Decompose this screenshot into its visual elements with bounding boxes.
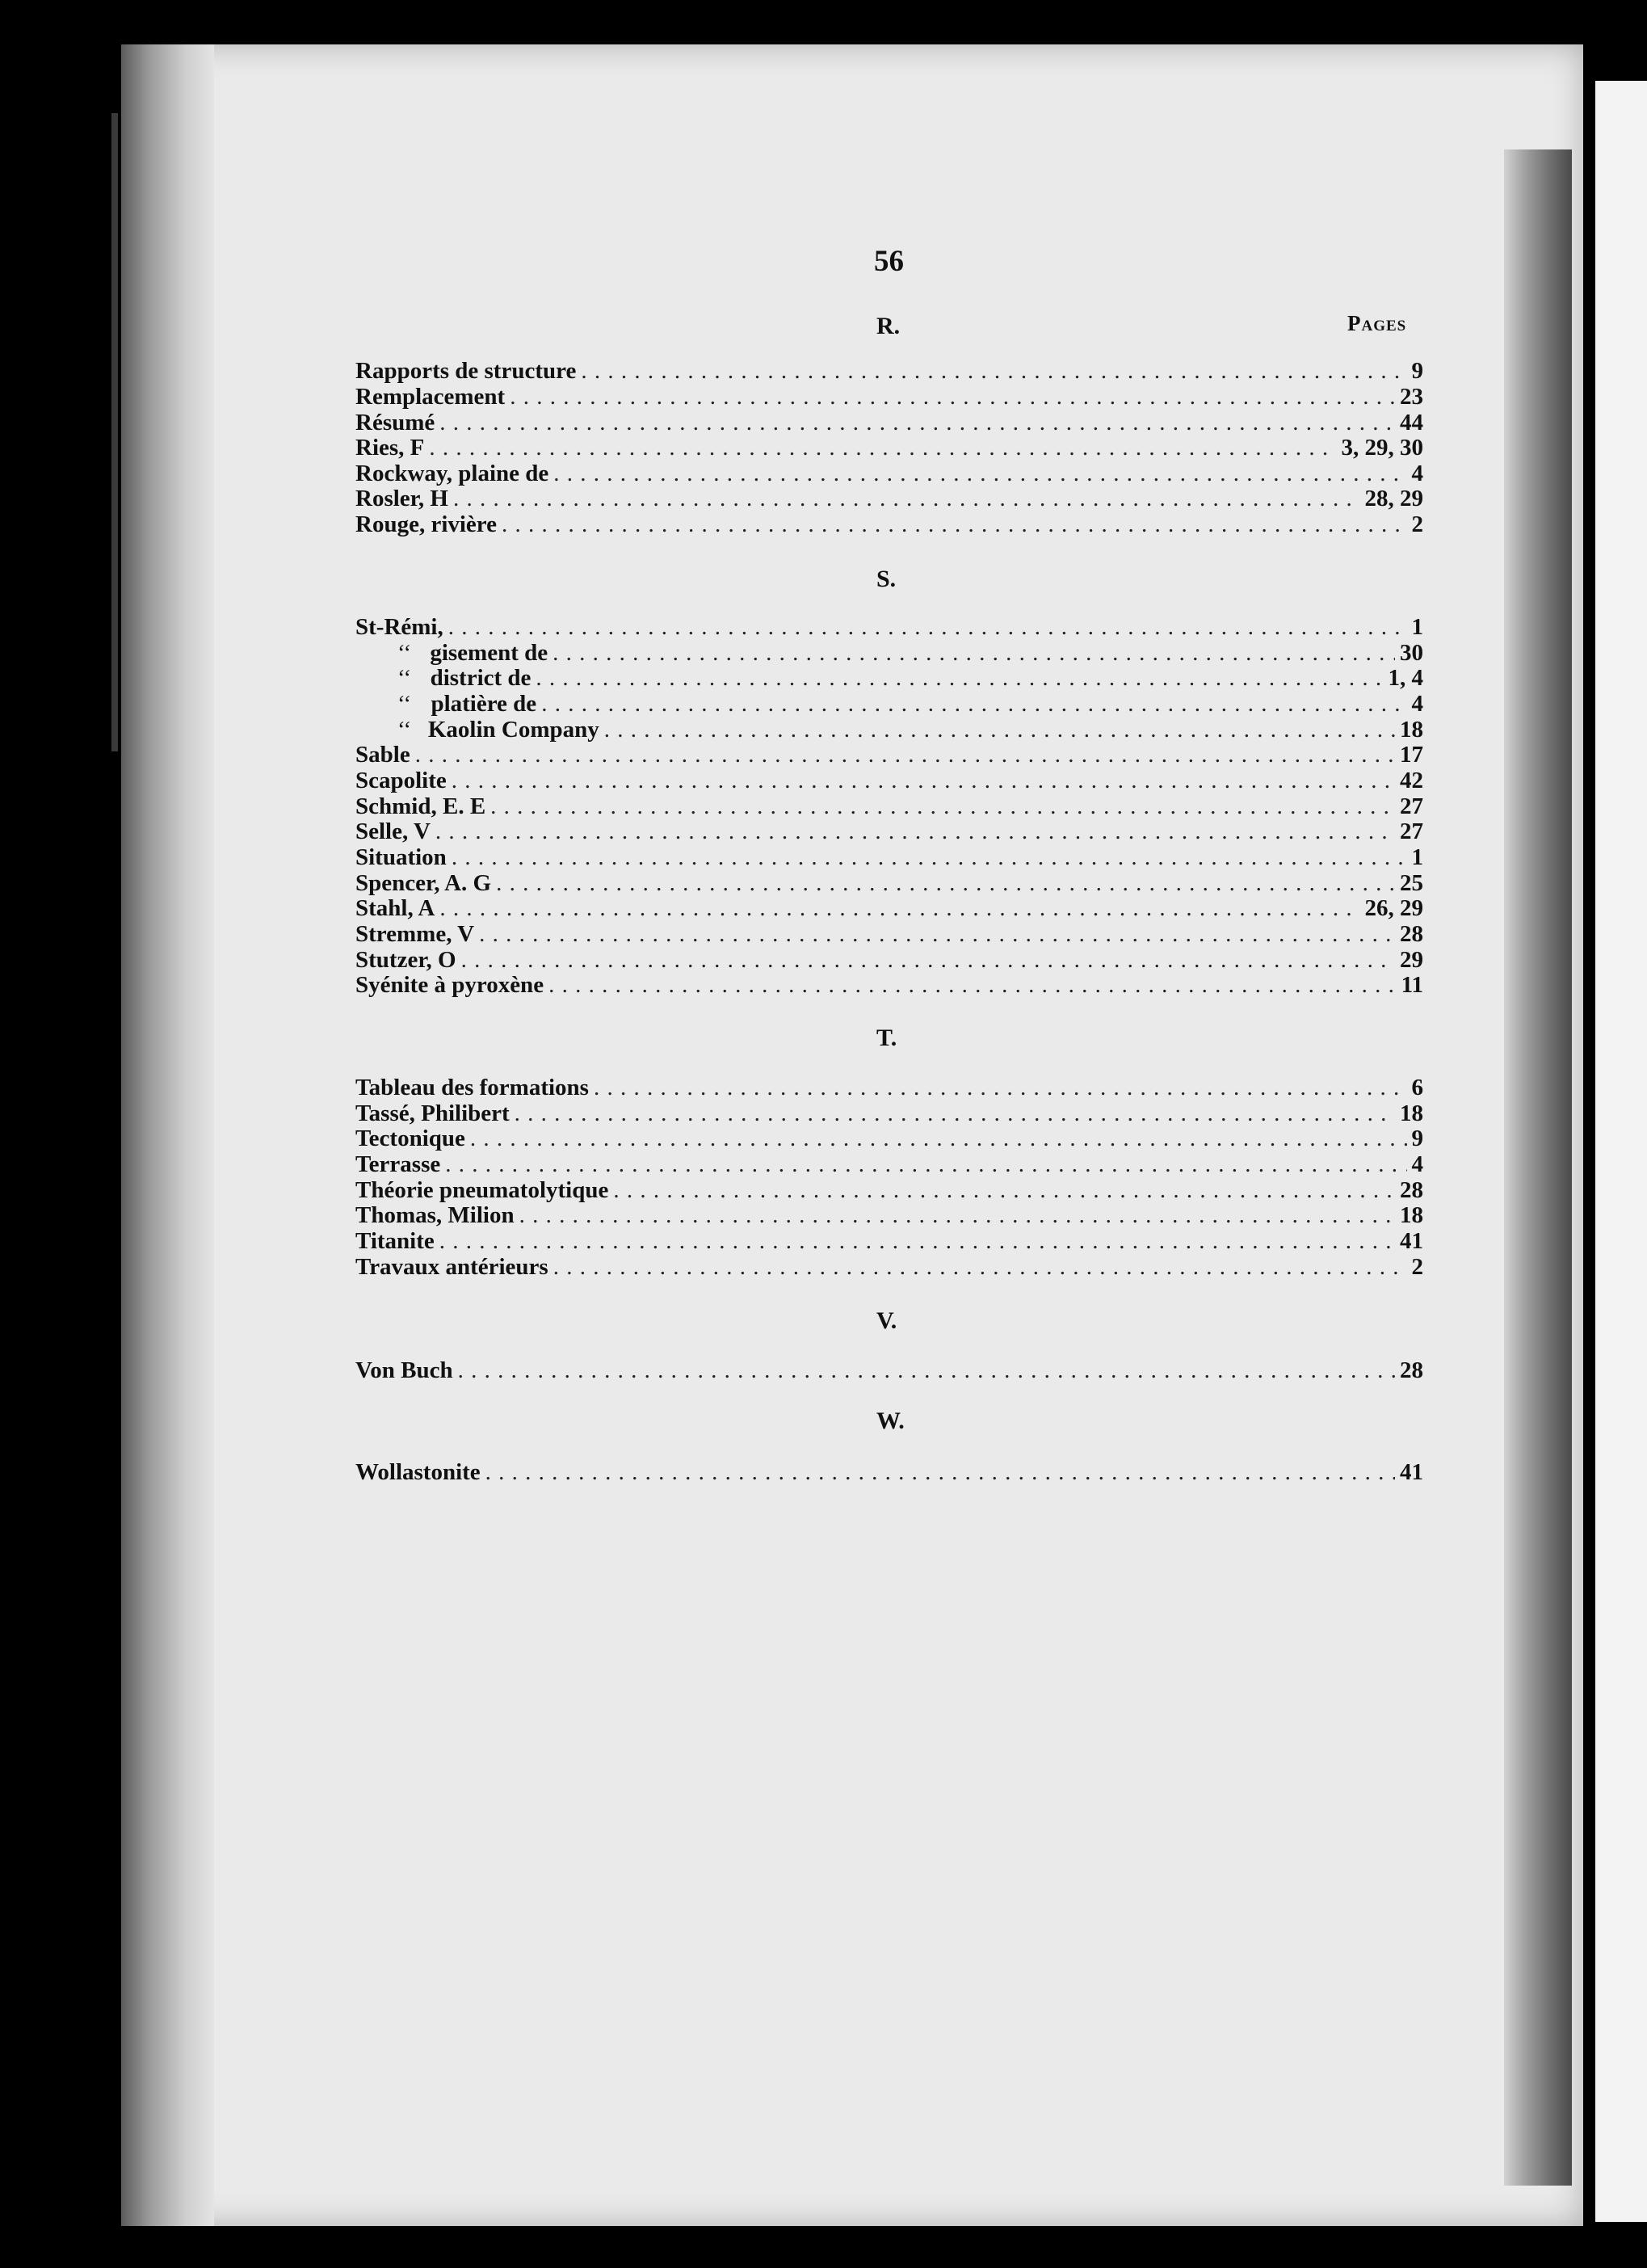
entry-pages: 1, 4 (1388, 665, 1423, 691)
entry-term: Tectonique (355, 1126, 465, 1151)
leader-dots (502, 511, 1406, 537)
entry-pages: 41 (1400, 1459, 1423, 1485)
index-entry (355, 1357, 1423, 1383)
entry-term: Terrasse (355, 1151, 441, 1177)
leader-dots (439, 410, 1395, 436)
index-entry (355, 1100, 1423, 1126)
entry-term: Stremme, V (355, 921, 475, 947)
entry-pages: 9 (1411, 358, 1423, 384)
entry-term: Stahl, A (355, 895, 435, 921)
entry-pages: 3, 29, 30 (1341, 435, 1423, 461)
leader-dots (470, 1126, 1407, 1151)
section-heading-w: W. (876, 1408, 905, 1434)
leader-dots (604, 717, 1395, 743)
leader-dots (445, 1151, 1406, 1177)
entry-term: Titanite (355, 1228, 435, 1254)
entry-pages: 27 (1400, 793, 1423, 819)
entry-term: gisement de (430, 640, 548, 666)
ditto-mark: ‘‘ (397, 717, 412, 743)
index-entry (355, 768, 1423, 793)
entry-pages: 18 (1400, 717, 1423, 743)
ditto-mark: ‘‘ (397, 665, 412, 691)
leader-dots (581, 358, 1406, 384)
index-entry (355, 410, 1423, 436)
index-entry (355, 1202, 1423, 1228)
entry-pages: 11 (1401, 972, 1423, 998)
leader-dots (429, 435, 1336, 461)
entry-term: Thomas, Milion (355, 1202, 515, 1228)
leader-dots (515, 1100, 1395, 1126)
ditto-mark: ‘‘ (397, 691, 412, 717)
leader-dots (435, 818, 1395, 844)
entry-pages: 41 (1400, 1228, 1423, 1254)
section-heading-t: T. (876, 1025, 897, 1051)
leader-dots (479, 921, 1395, 947)
entry-pages: 28 (1400, 1357, 1423, 1383)
entry-term: Rosler, H (355, 486, 448, 511)
index-entry (355, 1177, 1423, 1203)
index-entry (355, 742, 1423, 768)
index-entry (355, 1126, 1423, 1151)
entry-pages: 30 (1400, 640, 1423, 666)
entry-term: Tassé, Philibert (355, 1100, 510, 1126)
ditto-mark: ‘‘ (397, 640, 412, 666)
index-entry (355, 511, 1423, 537)
index-entry (355, 1459, 1423, 1485)
entry-pages: 4 (1411, 461, 1423, 486)
index-entry (355, 972, 1423, 998)
index-entry (355, 1254, 1423, 1280)
section-heading-v: V. (876, 1307, 897, 1334)
leader-dots (448, 614, 1407, 640)
leader-dots (510, 384, 1395, 410)
leader-dots (536, 665, 1383, 691)
index-entry (355, 921, 1423, 947)
entry-term: Von Buch (355, 1357, 453, 1383)
leader-dots (548, 972, 1397, 998)
section-heading-r: R. (876, 313, 901, 339)
entry-pages: 2 (1411, 511, 1423, 537)
leader-dots (415, 742, 1395, 768)
entry-term: platière de (431, 691, 537, 717)
index-subentry (355, 691, 1423, 717)
entry-term: Syénite à pyroxène (355, 972, 544, 998)
entry-pages: 1 (1411, 844, 1423, 870)
index-entry (355, 947, 1423, 973)
entry-pages: 18 (1400, 1202, 1423, 1228)
index-entry (355, 1228, 1423, 1254)
leader-dots (519, 1202, 1395, 1228)
entry-term: Rapports de structure (355, 358, 577, 384)
index-entry (355, 870, 1423, 896)
leader-dots (553, 1254, 1407, 1280)
index-entry (355, 1075, 1423, 1100)
index-entry (355, 486, 1423, 511)
index-entry (355, 384, 1423, 410)
index-entry (355, 358, 1423, 384)
entry-pages: 4 (1411, 691, 1423, 717)
leader-dots (594, 1075, 1407, 1100)
entry-term: Kaolin Company (427, 717, 599, 743)
leader-dots (458, 1357, 1395, 1383)
leader-dots (452, 768, 1395, 793)
entry-term: St-Rémi, (355, 614, 443, 640)
entry-term: Tableau des formations (355, 1075, 589, 1100)
entry-pages: 18 (1400, 1100, 1423, 1126)
entry-term: Travaux antérieurs (355, 1254, 548, 1280)
index-subentry (355, 640, 1423, 666)
index-entry (355, 793, 1423, 819)
index-subentry (355, 717, 1423, 743)
entry-term: Scapolite (355, 768, 447, 793)
entry-term: Rockway, plaine de (355, 461, 549, 486)
leader-dots (541, 691, 1406, 717)
entry-pages: 1 (1411, 614, 1423, 640)
leader-dots (452, 844, 1407, 870)
index-entry (355, 1151, 1423, 1177)
leader-dots (453, 486, 1360, 511)
entry-term: Rouge, rivière (355, 511, 498, 537)
index-entry (355, 614, 1423, 640)
leader-dots (461, 947, 1395, 973)
entry-pages: 26, 29 (1364, 895, 1423, 921)
entry-pages: 23 (1400, 384, 1423, 410)
index-entry (355, 818, 1423, 844)
index-entry (355, 435, 1423, 461)
leader-dots (485, 1459, 1395, 1485)
pages-column-header: Pages (1347, 311, 1407, 335)
entry-pages: 4 (1411, 1151, 1423, 1177)
page-number: 56 (874, 245, 904, 278)
entry-pages: 29 (1400, 947, 1423, 973)
leader-dots (553, 461, 1406, 486)
entry-term: Sable (355, 742, 410, 768)
leader-dots (496, 870, 1395, 896)
entry-term: Remplacement (355, 384, 506, 410)
entry-term: Théorie pneumatolytique (355, 1177, 609, 1203)
entry-term: Spencer, A. G (355, 870, 492, 896)
entry-term: Situation (355, 844, 447, 870)
entry-term: Schmid, E. E (355, 793, 486, 819)
entry-pages: 17 (1400, 742, 1423, 768)
entry-pages: 44 (1400, 410, 1423, 436)
index-entry (355, 895, 1423, 921)
leader-dots (439, 895, 1359, 921)
entry-pages: 2 (1411, 1254, 1423, 1280)
entry-pages: 28 (1400, 1177, 1423, 1203)
entry-term: Résumé (355, 410, 435, 436)
entry-term: Selle, V (355, 818, 431, 844)
entry-pages: 28, 29 (1364, 486, 1423, 511)
index-entry (355, 461, 1423, 486)
index-subentry (355, 665, 1423, 691)
entry-pages: 6 (1411, 1075, 1423, 1100)
entry-term: Wollastonite (355, 1459, 481, 1485)
entry-term: Ries, F (355, 435, 425, 461)
entry-pages: 28 (1400, 921, 1423, 947)
leader-dots (553, 640, 1395, 666)
leader-dots (613, 1177, 1395, 1203)
entry-pages: 27 (1400, 818, 1423, 844)
leader-dots (439, 1228, 1395, 1254)
index-entry (355, 844, 1423, 870)
leader-dots (490, 793, 1395, 819)
entry-term: Stutzer, O (355, 947, 456, 973)
entry-pages: 9 (1411, 1126, 1423, 1151)
section-heading-s: S. (876, 566, 897, 592)
entry-pages: 42 (1400, 768, 1423, 793)
entry-term: district de (430, 665, 531, 691)
entry-pages: 25 (1400, 870, 1423, 896)
